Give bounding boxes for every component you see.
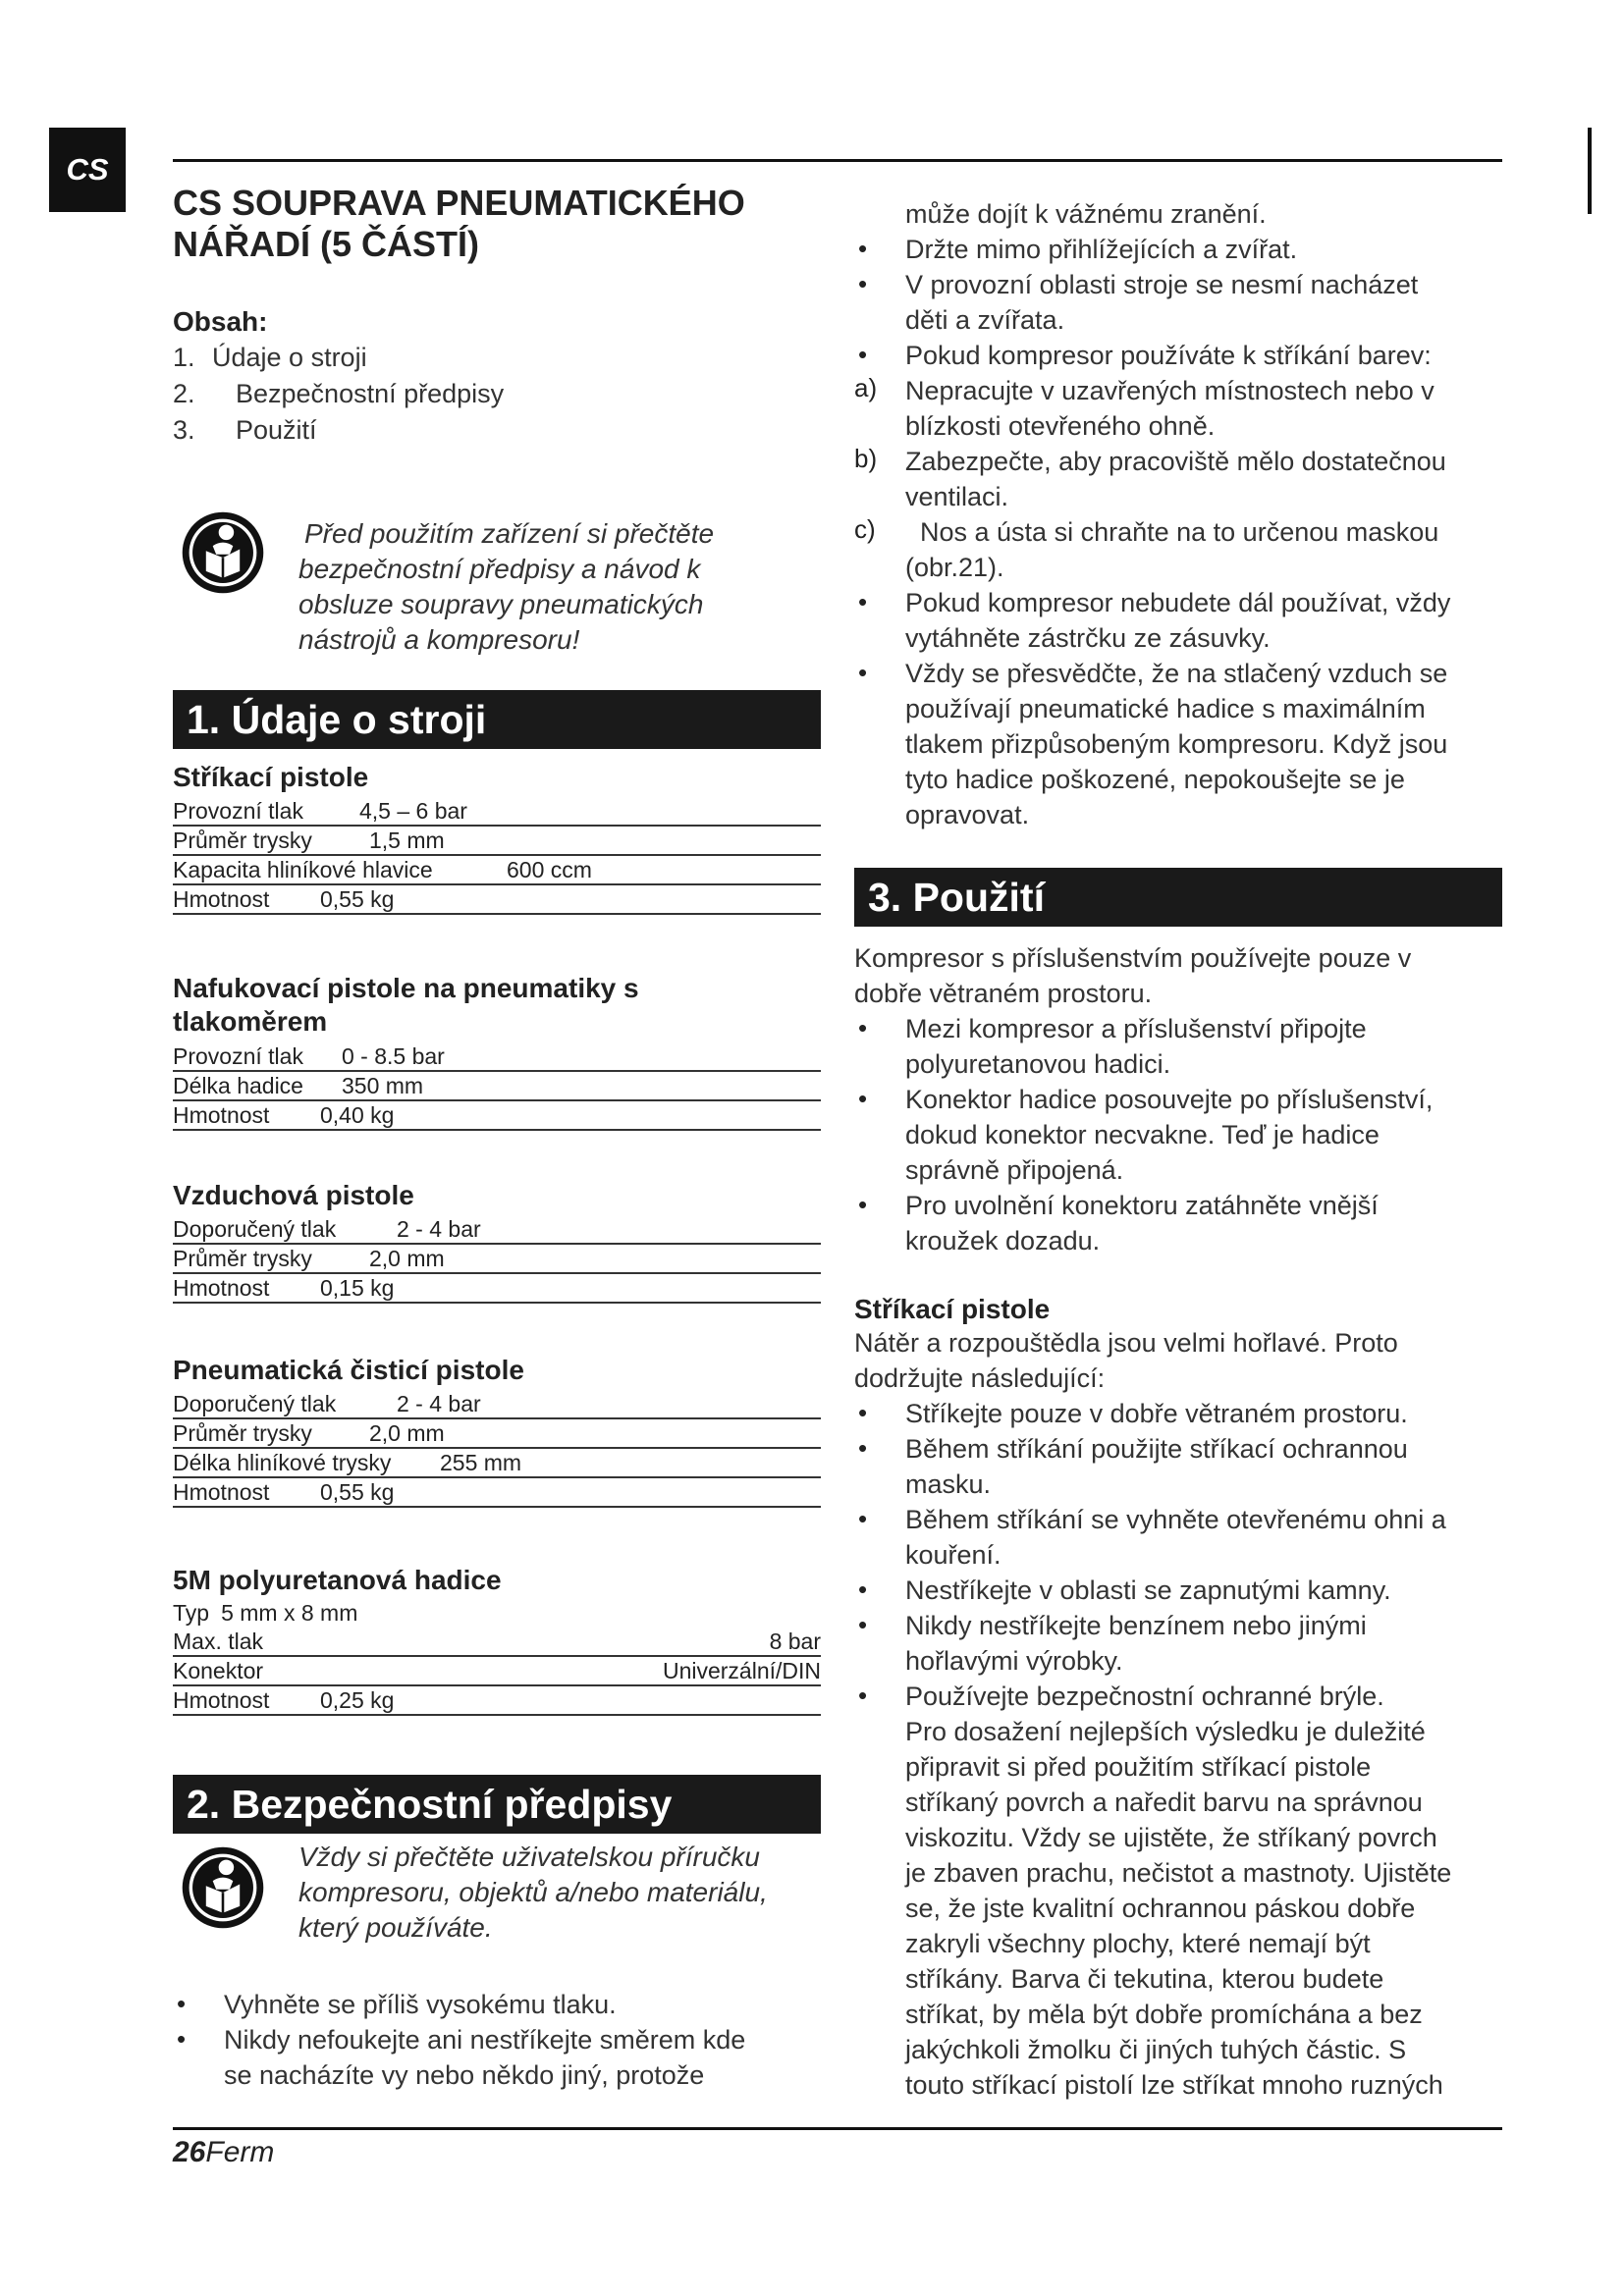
spec-row: Kapacita hliníkové hlavice 600 ccm (173, 856, 821, 885)
spec-row: Průměr trysky 1,5 mm (173, 827, 821, 856)
spec-row: Průměr trysky 2,0 mm (173, 1419, 821, 1449)
section-heading-2: 2. Bezpečnostní předpisy (173, 1775, 821, 1834)
read-manual-icon (181, 510, 265, 595)
spec-group-title: Nafukovací pistole na pneumatiky s tlakoměrem (173, 973, 639, 1037)
spec-row: Hmotnost 0,55 kg (173, 885, 821, 915)
language-tab: CS (49, 128, 126, 212)
spec-table (173, 1042, 821, 1131)
spec-row: Doporučený tlak 2 - 4 bar (173, 1390, 821, 1419)
document-title (173, 183, 745, 265)
spec-row: Délka hadice 350 mm (173, 1072, 821, 1101)
bullet-item: • Používejte bezpečnostní ochranné brýle. Pro dosažení nejlepších výsledku je duležité připravit si před použitím stříkací pistole stříkaný povrch a naředit barvu na správnou viskozitu. Vždy se ujistěte, že stříkaný povrch je zbaven prachu, nečistot a mastnoty. Ujistěte se, že jste kvalitní ochrannou páskou dobře zakryli všechny plochy, které nemají být stříkány. Barva či tekutina, kterou budete stříkat, by měla být dobře promíchána a bez jakýchkoli žmolku či jiných tuhých částic. S touto stříkací pistolí lze stříkat mnoho ruzných (858, 1681, 1452, 2100)
warning-text: Před použitím zařízení si přečtěte bezpečnostní předpisy a návod k obsluze soupravy pneumatických nástrojů a kompresoru! (298, 518, 715, 655)
spec-row: Max. tlak 8 bar (173, 1628, 821, 1657)
section-heading-3: 3. Použití (854, 868, 1502, 927)
top-rule (173, 159, 1502, 162)
bullet-item: b) Zabezpečte, aby pracoviště mělo dostatečnou ventilaci. (854, 444, 1446, 511)
bullet-item: • Pokud kompresor nebudete dál používat, vždy vytáhněte zástrčku ze zásuvky. (858, 587, 1451, 653)
bullet-item: • Nikdy nestříkejte benzínem nebo jinými hořlavými výrobky. (858, 1610, 1367, 1676)
bullet-list (854, 196, 1522, 832)
bullet-item: • Během stříkání použijte stříkací ochrannou masku. (858, 1433, 1408, 1499)
spec-row: Hmotnost 0,15 kg (173, 1274, 821, 1304)
spec-table (173, 1390, 821, 1508)
bullet-item: c) Nos a ústa si chraňte na to určenou maskou (obr.21). (854, 514, 1439, 582)
continued-text: může dojít k vážnému zranění. (905, 199, 1267, 229)
edge-mark (1588, 128, 1592, 214)
bullet-item: • Mezi kompresor a příslušenství připojte polyuretanovou hadici. (858, 1013, 1367, 1079)
page-number: 26 (173, 2136, 206, 2168)
spec-row: Hmotnost 0,40 kg (173, 1101, 821, 1131)
spec-row: Hmotnost 0,55 kg (173, 1478, 821, 1508)
bullet-list (173, 1987, 821, 2093)
section-heading-1: 1. Údaje o stroji (173, 690, 821, 749)
bullet-item: • Stříkejte pouze v dobře větraném prostoru. (858, 1398, 1408, 1428)
bottom-rule (173, 2127, 1502, 2130)
section3-body: Kompresor s příslušenstvím používejte pouze v dobře větraném prostoru. • Mezi kompresor a příslušenství připojte polyuretanovou hadici. • Konektor hadice posouvejte po příslušenství, dokud konektor necvakne. Teď je hadice správně připojená. • Pro uvolnění konektoru zatáhněte vnější kroužek dozadu. Stříkací pistole Nátěr a rozpouštědla jsou velmi hořlavé. Proto dodržujte následující: • Stříkejte pouze v dobře větraném prostoru. • Během stříkání použijte stříkací ochrannou masku. • Během stříkání se vyhněte otevřenému ohni a kouření. • Nestříkejte v oblasti se zapnutými kamny. • Nikdy nestříkejte benzínem nebo jinými hořlavými výrobky. • Používejte bezpečnostní ochranné brýle. Pro dosažení nejlepších výsledku je duležité připravit si před použitím stříkací pistole stříkaný povrch a naředit barvu na správnou viskozitu. Vždy se ujistěte, že stříkaný povrch je zbaven prachu, nečistot a mastnoty. Ujistěte se, že jste kvalitní ochrannou páskou dobře zakryli všechny plochy, které nemají být stříkány. Barva či tekutina, kterou budete stříkat, by měla být dobře promíchána a bez jakýchkoli žmolku či jiných tuhých částic. S touto stříkací pistolí lze stříkat mnoho ruzných (854, 940, 1522, 2103)
spec-group-title: Stříkací pistole (173, 762, 369, 792)
contents-item: 3. Použití (173, 415, 317, 445)
bullet-item: • Vyhněte se příliš vysokému tlaku. (177, 1989, 617, 2019)
bullet-item: • Vždy se přesvědčte, že na stlačený vzduch se používají pneumatické hadice s maximálním tlakem přizpůsobeným kompresoru. Když jsou tyto hadice poškozené, nepokoušejte se je opravovat. (858, 658, 1448, 829)
subsection-title: Stříkací pistole (854, 1294, 1051, 1324)
spec-table (173, 1628, 821, 1716)
title-line: NÁŘADÍ (5 ČÁSTÍ) (173, 224, 479, 264)
spec-row: Doporučený tlak 2 - 4 bar (173, 1215, 821, 1245)
page-footer (173, 2136, 274, 2169)
spec-group-title: Pneumatická čisticí pistole (173, 1355, 524, 1385)
spec-row: Hmotnost 0,25 kg (173, 1686, 821, 1716)
read-manual-icon (181, 1845, 265, 1930)
bullet-item: a) Nepracujte v uzavřených místnostech nebo v blízkosti otevřeného ohně. (854, 373, 1435, 441)
contents-title: Obsah: (173, 306, 268, 337)
brand-name: Ferm (205, 2136, 275, 2168)
contents-item: 1. Údaje o stroji (173, 343, 367, 372)
contents-list (173, 340, 504, 449)
bullet-item: • Pro uvolnění konektoru zatáhněte vnější kroužek dozadu. (858, 1190, 1379, 1255)
bullet-item: • V provozní oblasti stroje se nesmí nacházet děti a zvířata. (858, 269, 1419, 335)
spec-table (173, 1215, 821, 1304)
bullet-item: • Během stříkání se vyhněte otevřenému ohni a kouření. (858, 1504, 1446, 1570)
spec-row: Provozní tlak 0 - 8.5 bar (173, 1042, 821, 1072)
spec-group-title: 5M polyuretanová hadice (173, 1565, 502, 1595)
title-line: CS SOUPRAVA PNEUMATICKÉHO (173, 183, 745, 223)
bullet-item: • Držte mimo přihlížejících a zvířat. (858, 234, 1298, 264)
spec-row: Průměr trysky 2,0 mm (173, 1245, 821, 1274)
contents-item: 2. Bezpečnostní předpisy (173, 379, 505, 408)
bullet-item: • Nikdy nefoukejte ani nestříkejte směrem kde se nacházíte vy nebo někdo jiný, protože (177, 2024, 746, 2090)
spec-type-row: Typ 5 mm x 8 mm (173, 1600, 358, 1626)
bullet-item: • Pokud kompresor používáte k stříkání barev: (858, 340, 1432, 370)
spec-row: Provozní tlak 4,5 – 6 bar (173, 797, 821, 827)
spec-row: Konektor Univerzální/DIN (173, 1657, 821, 1686)
spec-row: Délka hliníkové trysky 255 mm (173, 1449, 821, 1478)
spec-table (173, 797, 821, 915)
bullet-item: • Nestříkejte v oblasti se zapnutými kamny. (858, 1575, 1391, 1605)
spec-group-title: Vzduchová pistole (173, 1180, 414, 1210)
bullet-item: • Konektor hadice posouvejte po příslušenství, dokud konektor necvakne. Teď je hadice správně připojená. (858, 1084, 1434, 1185)
warning-text: Vždy si přečtěte uživatelskou příručku kompresoru, objektů a/nebo materiálu, který používáte. (298, 1842, 768, 1943)
